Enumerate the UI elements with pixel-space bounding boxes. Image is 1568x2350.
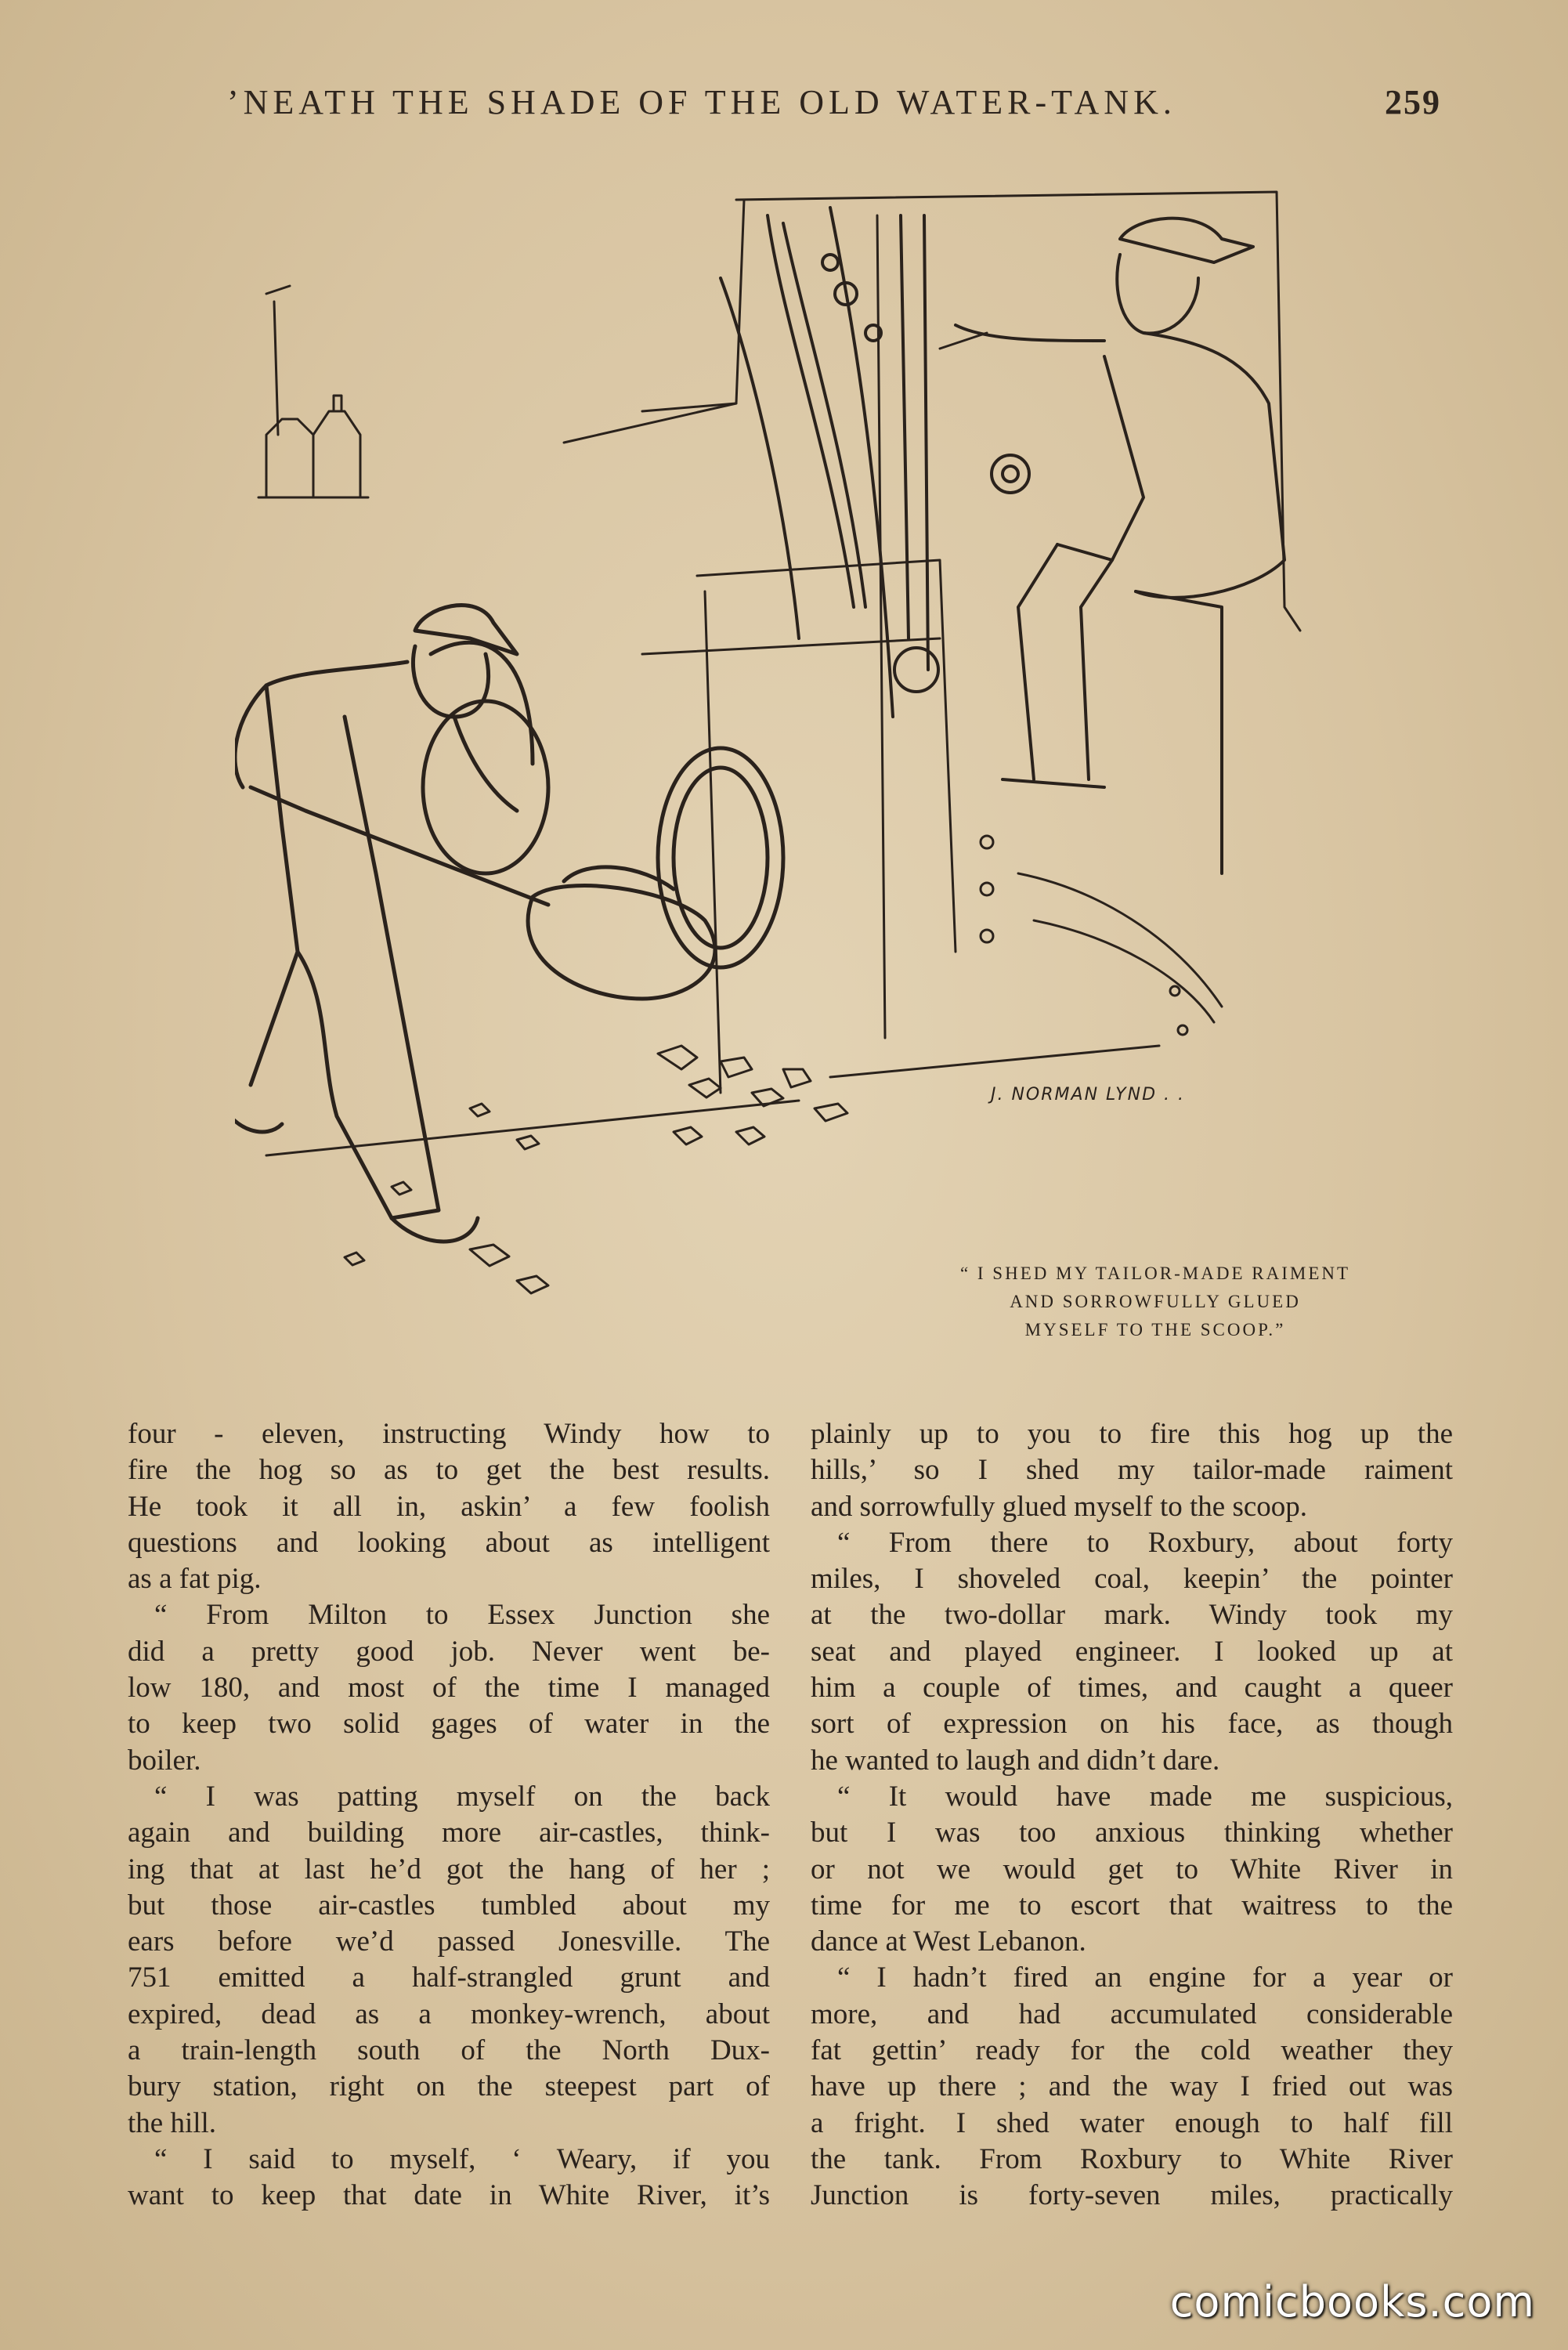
- caption-line: MYSELF TO THE SCOOP.”: [1024, 1320, 1286, 1340]
- text-column-right: [811, 1416, 1453, 2214]
- text-line: a train-length south of the North Dux-: [128, 2034, 770, 2067]
- text-line: a fright. I shed water enough to half fill: [811, 2106, 1453, 2139]
- cab-frame: [564, 192, 1300, 1093]
- text-line: “ I said to myself, ‘ Weary, if you: [154, 2142, 770, 2175]
- caption-line: AND SORROWFULLY GLUED: [1010, 1292, 1301, 1311]
- text-line: ears before we’d passed Jonesville. The: [128, 1925, 770, 1958]
- text-line: fat gettin’ ready for the cold weather they: [811, 2034, 1453, 2067]
- text-line: again and building more air-castles, think-: [128, 1817, 770, 1849]
- text-line: 751 emitted a half-strangled grunt and: [128, 1961, 770, 1994]
- page-number: 259: [1385, 83, 1441, 121]
- text-line: He took it all in, askin’ a few foolish: [128, 1490, 770, 1523]
- text-line: low 180, and most of the time I managed: [128, 1672, 770, 1705]
- running-head-title: ’NEATH THE SHADE OF THE OLD WATER-TANK.: [227, 83, 1176, 121]
- text-line: four - eleven, instructing Windy how to: [128, 1418, 770, 1450]
- coal-pile: [345, 1046, 847, 1293]
- text-line: but I was too anxious thinking whether: [811, 1817, 1453, 1849]
- text-line: as a fat pig.: [128, 1563, 262, 1596]
- text-line: fire the hog so as to get the best results.: [128, 1454, 770, 1487]
- text-line: “ From Milton to Essex Junction she: [154, 1599, 770, 1632]
- text-line: to keep two solid gages of water in the: [128, 1708, 770, 1741]
- text-line: boiler.: [128, 1744, 201, 1777]
- text-line: sort of expression on his face, as though: [811, 1708, 1453, 1741]
- text-line: and sorrowfully glued myself to the scoop.: [811, 1490, 1308, 1523]
- text-line: ing that at last he’d got the hang of her ;: [128, 1853, 770, 1885]
- text-line: Junction is forty-seven miles, practically: [811, 2179, 1453, 2212]
- site-watermark: comicbooks.com: [1169, 2277, 1535, 2326]
- engineer-figure: [956, 219, 1284, 873]
- text-line: or not we would get to White River in: [811, 1853, 1453, 1885]
- text-line: but those air-castles tumbled about my: [128, 1889, 770, 1922]
- text-line: expired, dead as a monkey-wrench, about: [128, 1998, 770, 2030]
- text-line: “ It would have made me suspicious,: [837, 1780, 1453, 1813]
- text-line: him a couple of times, and caught a queer: [811, 1672, 1453, 1705]
- text-line: more, and had accumulated considerable: [811, 1998, 1453, 2030]
- text-line: time for me to escort that waitress to the: [811, 1889, 1453, 1922]
- illustration-caption: [901, 1260, 1410, 1344]
- text-line: bury station, right on the steepest part of: [128, 2070, 770, 2103]
- text-line: “ I was patting myself on the back: [154, 1780, 770, 1813]
- cab-floor: [266, 836, 1222, 1155]
- text-line: plainly up to you to fire this hog up the: [811, 1418, 1453, 1450]
- text-line: he wanted to laugh and didn’t dare.: [811, 1744, 1220, 1777]
- caption-line: “ I SHED MY TAILOR-MADE RAIMENT: [959, 1264, 1351, 1283]
- text-line: at the two-dollar mark. Windy took my: [811, 1599, 1453, 1632]
- text-line: want to keep that date in White River, it’s: [128, 2179, 770, 2212]
- boiler-pipes: [721, 208, 1029, 717]
- text-line: dance at West Lebanon.: [811, 1925, 1086, 1958]
- oil-cans: [258, 286, 368, 497]
- text-line: “ I hadn’t fired an engine for a year or: [837, 1961, 1453, 1994]
- illustration: [235, 168, 1363, 1386]
- text-line: questions and looking about as intelligent: [128, 1526, 770, 1559]
- running-head: [227, 82, 1441, 129]
- text-line: “ From there to Roxbury, about forty: [837, 1526, 1453, 1559]
- text-line: miles, I shoveled coal, keepin’ the pointer: [811, 1563, 1453, 1596]
- text-line: seat and played engineer. I looked up at: [811, 1635, 1453, 1668]
- artist-signature: J. NORMAN LYND . .: [991, 1085, 1185, 1104]
- text-line: the tank. From Roxbury to White River: [811, 2142, 1453, 2175]
- text-line: the hill.: [128, 2106, 217, 2139]
- text-line: have up there ; and the way I fried out was: [811, 2070, 1453, 2103]
- text-line: did a pretty good job. Never went be-: [128, 1635, 770, 1668]
- fire-door: [423, 642, 783, 967]
- text-column-left: [128, 1416, 770, 2214]
- text-line: hills,’ so I shed my tailor-made raiment: [811, 1454, 1453, 1487]
